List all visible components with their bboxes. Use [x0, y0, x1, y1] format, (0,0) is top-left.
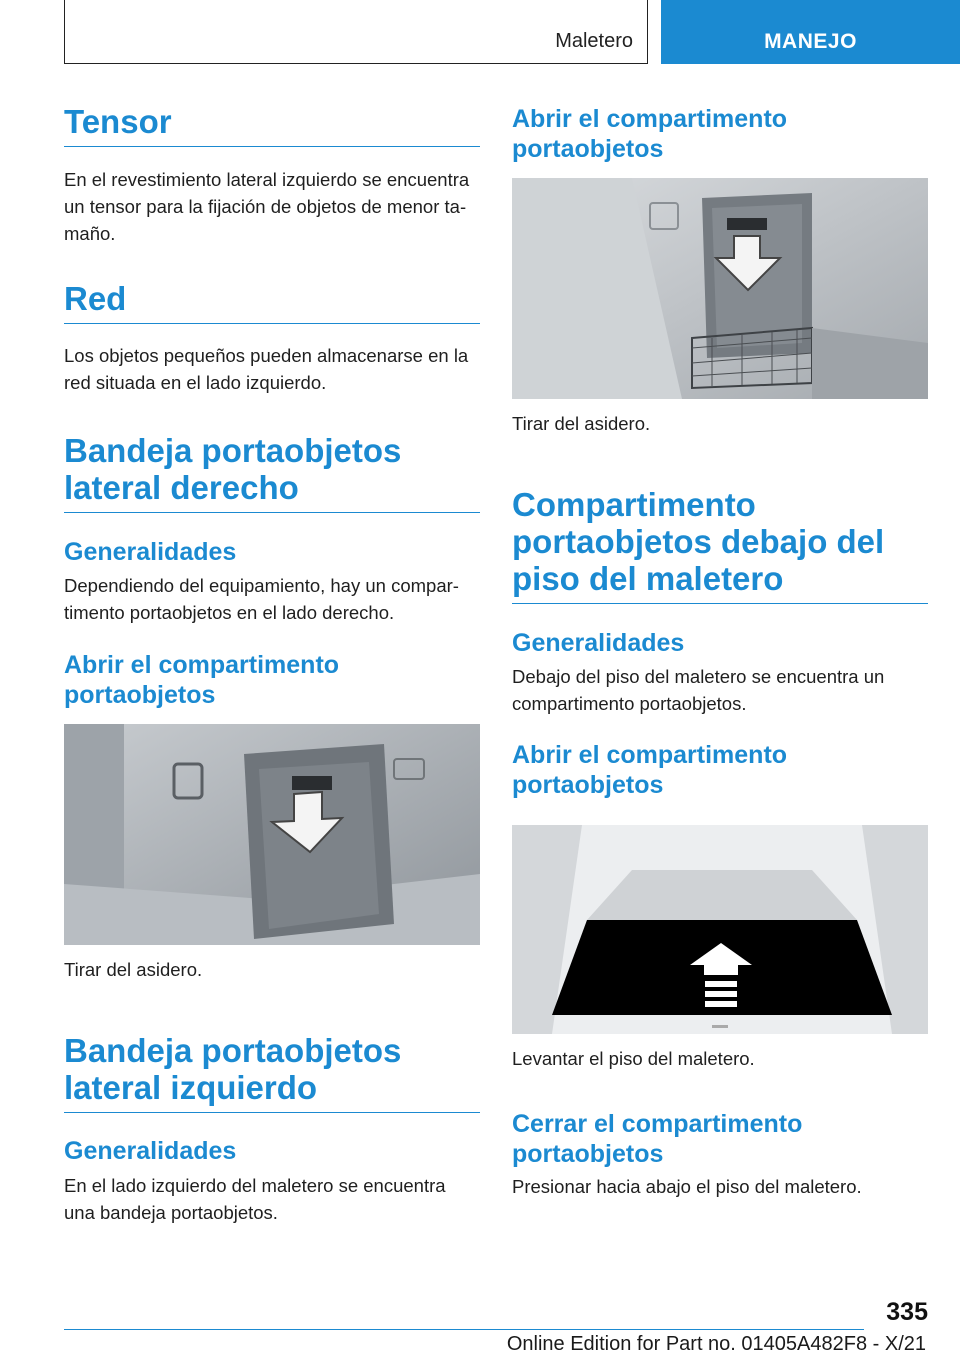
subheading-right-tray-general: Generalidades [64, 538, 237, 566]
header-chapter-title: MANEJO [764, 30, 857, 53]
illustration-trunk-floor [512, 825, 928, 1034]
figure-trunk-floor [512, 825, 928, 1034]
footer-divider [64, 1329, 864, 1330]
figure-left-side-compartment [512, 178, 928, 399]
illustration-left-compartment [512, 178, 928, 399]
heading-left-tray: Bandeja portaobjetos lateral izquierdo [64, 1032, 480, 1113]
subheading-left-tray-open: Abrir el compartimento portaobjetos [512, 105, 788, 163]
page-number: 335 [886, 1298, 928, 1326]
header-section-box [64, 0, 648, 64]
paragraph-tensor: En el revestimiento lateral izquierdo se encuentra un tensor para la fijación de objetos de menor tamaño. [64, 169, 470, 244]
caption-right-tray: Tirar del asidero. [64, 959, 203, 980]
illustration-right-compartment [64, 724, 480, 945]
footer-edition-note: Online Edition for Part no. 01405A482F8 - X/21 [506, 1333, 926, 1355]
heading-tensor: Tensor [64, 103, 480, 147]
heading-right-tray: Bandeja portaobjetos lateral derecho [64, 432, 480, 513]
paragraph-floor-close: Presionar hacia abajo el piso del maletero. [512, 1176, 862, 1197]
paragraph-left-tray-general: En el lado izquierdo del maletero se encuentra una bandeja portaobjetos. [64, 1175, 446, 1223]
heading-floor-compartment: Compartimento portaobjetos debajo del piso del maletero [512, 486, 928, 604]
paragraph-right-tray-general: Dependiendo del equipamiento, hay un compartimento portaobjetos en el lado derecho. [64, 575, 459, 623]
header-chapter-tab[interactable] [661, 0, 960, 64]
subheading-right-tray-open: Abrir el compartimento portaobjetos [64, 651, 340, 709]
caption-floor-open: Levantar el piso del maletero. [512, 1048, 755, 1069]
subheading-floor-open: Abrir el compartimento portaobjetos [512, 741, 788, 799]
subheading-floor-close: Cerrar el compartimento portaobjetos [512, 1110, 803, 1168]
subheading-left-tray-general: Generalidades [64, 1137, 237, 1165]
figure-right-side-compartment [64, 724, 480, 945]
paragraph-floor-general: Debajo del piso del maletero se encuentra un compartimento portaobjetos. [512, 666, 885, 714]
heading-red: Red [64, 280, 480, 324]
paragraph-red: Los objetos pequeños pueden almacenarse en la red situada en el lado izquierdo. [64, 345, 469, 393]
subheading-floor-general: Generalidades [512, 629, 685, 657]
header-section-title: Maletero [555, 30, 633, 52]
caption-left-tray: Tirar del asidero. [512, 413, 651, 434]
